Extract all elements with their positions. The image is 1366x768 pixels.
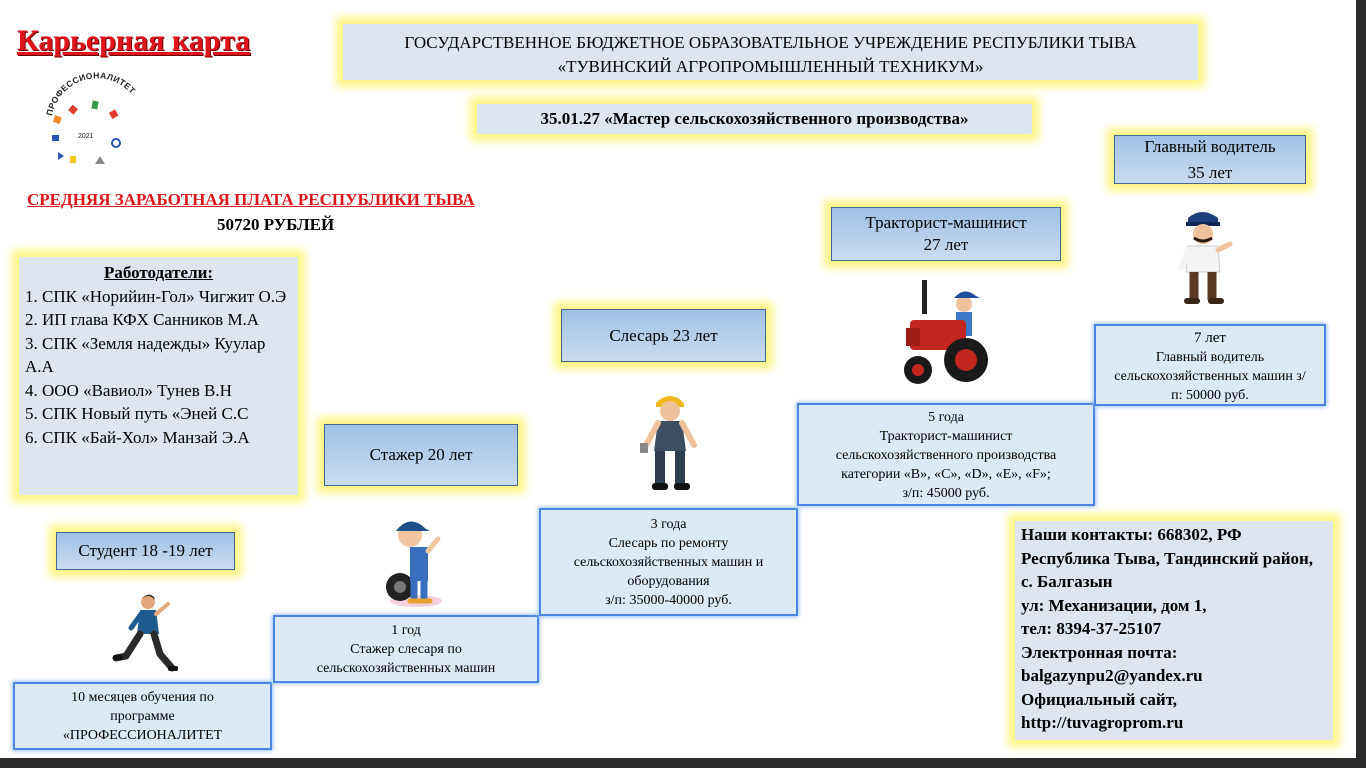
running-student-icon [112, 592, 178, 676]
contacts-email-label: Электронная почта: [1021, 642, 1178, 662]
step-student [13, 682, 272, 750]
step-tractor-driver [797, 403, 1095, 506]
salary-value: 50720 РУБЛЕЙ [217, 215, 335, 234]
page-title: Карьерная карта [17, 24, 251, 57]
employer-item: 4. ООО «Вавиол» Тунев В.Н [25, 380, 232, 400]
step-tractor-desc: Тракторист-машинист сельскохозяйственного производства категории «В», «С», «D», «Е», «F»; [835, 429, 1057, 482]
step-chief-years: 7 лет [1194, 330, 1226, 346]
contacts-email[interactable]: balgazynpu2@yandex.ru [1021, 666, 1203, 685]
employer-item: 1. СПК «Норийин-Гол» Чигжит О.Э [25, 286, 287, 306]
chief-driver-icon [1172, 208, 1236, 308]
step-locksmith-salary: з/п: 35000-40000 руб. [605, 593, 732, 608]
step-intern-years: 1 год [391, 623, 421, 638]
institution-name [343, 24, 1198, 80]
employer-item: 6. СПК «Бай-Хол» Манзай Э.А [25, 427, 250, 447]
svg-text:ПРОФЕССИОНАЛИТЕТ [44, 72, 138, 117]
step-locksmith-desc: Слесарь по ремонту сельскохозяйственных машин и оборудования [573, 536, 764, 589]
role-tractor-driver-title: Тракторист-машинист [865, 213, 1027, 232]
step-student-text: 10 месяцев обучения по программе [71, 690, 214, 724]
salary-title: СРЕДНЯЯ ЗАРАБОТНАЯ ПЛАТА РЕСПУБЛИКИ ТЫВА [27, 190, 475, 209]
young-mechanic-icon [386, 515, 446, 607]
contacts-site[interactable]: http://tuvagroprom.ru [1021, 713, 1184, 732]
role-chief-driver-age: 35 лет [1187, 162, 1233, 182]
step-locksmith-years: 3 года [650, 517, 687, 532]
logo-text: ПРОФЕССИОНАЛИТЕТ [44, 72, 138, 117]
employers-heading: Работодатели: [103, 263, 214, 282]
role-tractor-driver [831, 207, 1061, 261]
role-tractor-driver-age: 27 лет [923, 235, 969, 254]
institution-line1: ГОСУДАРСТВЕННОЕ БЮДЖЕТНОЕ ОБРАЗОВАТЕЛЬНОЕ УЧРЕЖДЕНИЕ РЕСПУБЛИКИ ТЫВА [404, 32, 1137, 52]
specialty-title: 35.01.27 «Мастер сельскохозяйственного производства» [477, 104, 1032, 134]
role-chief-driver-title: Главный водитель [1144, 136, 1276, 156]
institution-line2: «ТУВИНСКИЙ АГРОПРОМЫШЛЕННЫЙ ТЕХНИКУМ» [557, 56, 984, 76]
employer-item: 5. СПК Новый путь «Эней С.С [25, 404, 249, 423]
step-chief-driver [1094, 324, 1326, 406]
role-student: Студент 18 -19 лет [56, 532, 235, 570]
step-tractor-salary: з/п: 45000 руб. [902, 486, 990, 501]
step-locksmith [539, 508, 798, 616]
employer-item: 3. СПК «Земля надежды» Куулар А.А [25, 333, 266, 376]
mechanic-icon [632, 391, 708, 493]
contacts-street: ул: Механизации, дом 1, [1021, 595, 1207, 615]
step-student-program: «ПРОФЕССИОНАЛИТЕТ [62, 728, 223, 743]
role-chief-driver [1114, 135, 1306, 184]
step-chief-desc: Главный водитель сельскохозяйственных машин з/п: 50000 руб. [1114, 350, 1306, 403]
step-intern-desc: Стажер слесаря по сельскохозяйственных машин [316, 642, 496, 676]
logo-year: 2021 [78, 133, 94, 140]
step-intern [273, 615, 539, 683]
role-intern: Стажер 20 лет [324, 424, 518, 486]
employer-item: 2. ИП глава КФХ Санников М.А [25, 310, 260, 329]
contacts-panel [1015, 521, 1333, 740]
professionalitet-logo [40, 72, 148, 172]
contacts-address: Наши контакты: 668302, РФ Республика Тыва, Тандинский район, с. Балгазын [1021, 525, 1314, 591]
employers-panel [19, 257, 298, 495]
step-tractor-years: 5 года [928, 410, 964, 425]
tractor-driver-icon [902, 280, 990, 390]
contacts-phone: тел: 8394-37-25107 [1021, 619, 1162, 638]
role-locksmith: Слесарь 23 лет [561, 309, 766, 362]
contacts-site-label: Официальный сайт, [1021, 689, 1178, 709]
